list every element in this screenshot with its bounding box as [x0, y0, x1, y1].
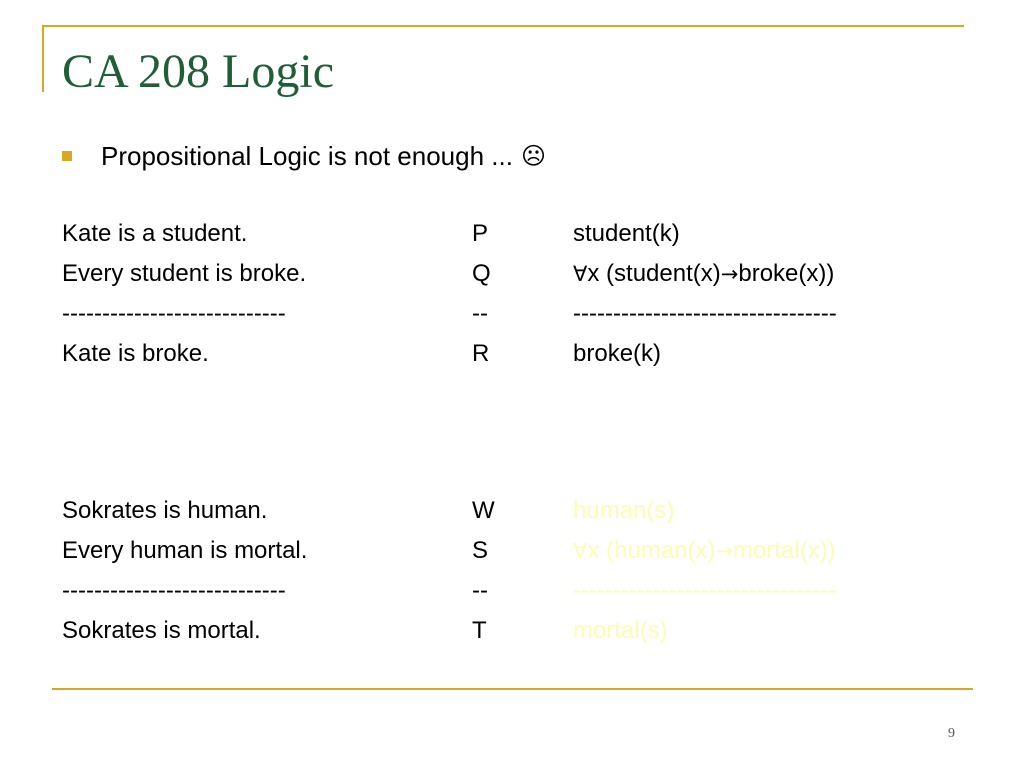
prop-symbol: R: [472, 340, 490, 367]
prop-symbol: T: [472, 617, 487, 644]
title-left-rule: [42, 26, 44, 92]
nl-sentence: Every human is mortal.: [62, 537, 308, 564]
separator-dashes: ----------------------------: [62, 300, 286, 327]
frown-face-icon: ☹: [520, 142, 546, 170]
title-top-rule: [42, 25, 964, 27]
separator-dashes: --: [472, 300, 488, 327]
fol-formula: ∀x (student(x)→broke(x)): [573, 260, 835, 287]
prop-symbol: W: [472, 497, 495, 524]
nl-sentence: Kate is a student.: [62, 220, 248, 247]
separator-dashes: ----------------------------: [62, 577, 286, 604]
fol-formula: student(k): [573, 220, 680, 247]
forall-symbol: ∀: [573, 539, 588, 563]
bullet-item: [62, 138, 546, 174]
separator-dashes: --: [472, 577, 488, 604]
nl-sentence: Every student is broke.: [62, 260, 307, 287]
nl-sentence: Sokrates is human.: [62, 497, 268, 524]
prop-symbol: S: [472, 537, 489, 564]
forall-symbol: ∀: [573, 262, 588, 286]
prop-symbol: P: [472, 220, 489, 247]
fol-formula: broke(k): [573, 340, 662, 367]
implies-arrow-symbol: →: [715, 539, 734, 563]
fol-formula: ∀x (human(x)→mortal(x)): [573, 537, 836, 564]
fol-formula: mortal(s): [573, 617, 668, 644]
fol-formula: human(s): [573, 497, 675, 524]
nl-sentence: Kate is broke.: [62, 340, 209, 367]
implies-arrow-symbol: →: [720, 262, 739, 286]
page-number: 9: [948, 726, 955, 741]
separator-dashes: ---------------------------------: [573, 577, 837, 604]
separator-dashes: ---------------------------------: [573, 300, 837, 327]
bullet-text: Propositional Logic is not enough ...: [101, 140, 513, 171]
slide-title: CA 208 Logic: [62, 45, 334, 98]
square-bullet-icon: [62, 151, 72, 161]
nl-sentence: Sokrates is mortal.: [62, 617, 261, 644]
prop-symbol: Q: [472, 260, 491, 287]
footer-rule: [52, 688, 973, 690]
